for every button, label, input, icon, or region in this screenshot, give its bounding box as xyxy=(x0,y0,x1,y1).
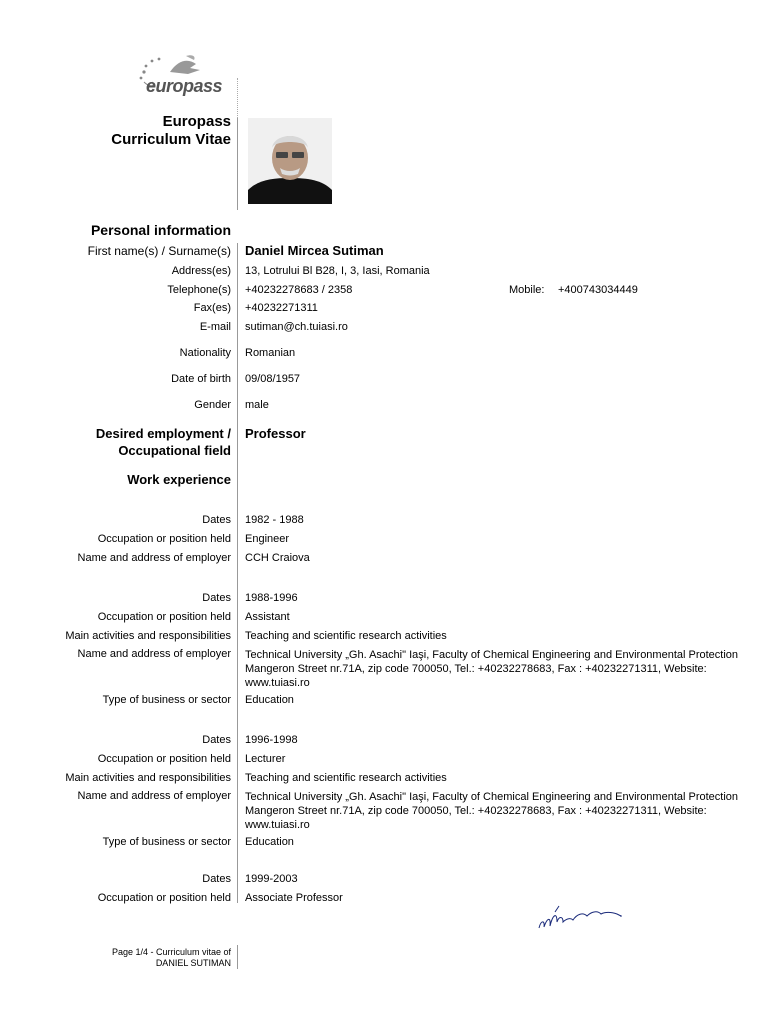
email-value: sutiman@ch.tuiasi.ro xyxy=(245,321,348,333)
dates-label: Dates xyxy=(202,514,231,526)
name-value: Daniel Mircea Sutiman xyxy=(245,243,384,258)
occupation-label: Occupation or position held xyxy=(97,753,231,765)
column-divider-main xyxy=(237,243,238,903)
profile-photo xyxy=(248,118,332,204)
employer-label: Name and address of employer xyxy=(77,552,231,564)
europass-logo xyxy=(130,52,240,100)
entry2-occupation: Assistant xyxy=(245,611,290,623)
footer-page-info: Page 1/4 - Curriculum vitae of xyxy=(111,947,231,957)
entry4-dates: 1999-2003 xyxy=(245,873,298,885)
desired-employment-value: Professor xyxy=(245,426,306,441)
mobile-value: +400743034449 xyxy=(558,284,638,296)
fax-label: Fax(es) xyxy=(193,302,231,314)
dates-label: Dates xyxy=(202,592,231,604)
address-label: Address(es) xyxy=(171,265,231,277)
employer-label: Name and address of employer xyxy=(77,648,231,660)
entry2-dates: 1988-1996 xyxy=(245,592,298,604)
business-label: Type of business or sector xyxy=(102,694,231,706)
logo-text: europass xyxy=(146,76,223,96)
handwritten-signature xyxy=(535,900,625,934)
entry3-dates: 1996-1998 xyxy=(245,734,298,746)
title-europass: Europass xyxy=(162,113,231,130)
dates-label: Dates xyxy=(202,873,231,885)
column-divider-top xyxy=(237,118,238,210)
activities-label: Main activities and responsibilities xyxy=(65,772,231,784)
nationality-label: Nationality xyxy=(179,347,231,359)
column-divider-footer xyxy=(237,945,238,969)
entry1-occupation: Engineer xyxy=(245,533,290,545)
telephone-label: Telephone(s) xyxy=(167,284,231,296)
mobile-label: Mobile: xyxy=(509,284,545,296)
nationality-value: Romanian xyxy=(245,347,296,359)
address-value: 13, Lotrului Bl B28, I, 3, Iasi, Romania xyxy=(245,265,430,277)
entry2-employer: Technical University „Gh. Asachi" Iaşi, Faculty of Chemical Engineering and Environmental Protection Mangeron Street nr.71A, zip code 700050, Tel.: +40232278683, Fax : +40232271311, Website: www.tuiasi.ro xyxy=(245,649,739,689)
entry4-occupation: Associate Professor xyxy=(245,892,343,904)
entry3-occupation: Lecturer xyxy=(245,753,286,765)
dob-label: Date of birth xyxy=(171,373,231,385)
entry3-business: Education xyxy=(245,836,294,848)
entry1-employer: CCH Craiova xyxy=(245,552,310,564)
work-experience-heading: Work experience xyxy=(127,472,231,487)
entry1-dates: 1982 - 1988 xyxy=(245,514,304,526)
logo-divider xyxy=(237,78,239,118)
occupation-label: Occupation or position held xyxy=(97,611,231,623)
activities-label: Main activities and responsibilities xyxy=(65,630,231,642)
title-curriculum-vitae: Curriculum Vitae xyxy=(111,131,231,148)
gender-label: Gender xyxy=(194,399,231,411)
personal-info-heading: Personal information xyxy=(90,222,231,238)
telephone-value: +40232278683 / 2358 xyxy=(245,284,353,296)
entry3-employer: Technical University „Gh. Asachi" Iaşi, Faculty of Chemical Engineering and Environmental Protection Mangeron Street nr.71A, zip code 700050, Tel.: +40232278683, Fax : +40232271311, Website: www.tuiasi.ro xyxy=(245,791,739,831)
entry3-activities: Teaching and scientific research activities xyxy=(245,772,447,784)
name-label: First name(s) / Surname(s) xyxy=(87,244,231,258)
desired-employment-label-line1: Desired employment / xyxy=(95,426,231,441)
desired-employment-label-line2: Occupational field xyxy=(118,443,231,458)
gender-value: male xyxy=(245,399,269,411)
entry2-business: Education xyxy=(245,694,294,706)
footer-name: DANIEL SUTIMAN xyxy=(155,958,231,968)
dob-value: 09/08/1957 xyxy=(245,373,301,385)
occupation-label: Occupation or position held xyxy=(97,533,231,545)
entry2-activities: Teaching and scientific research activities xyxy=(245,630,447,642)
employer-label: Name and address of employer xyxy=(77,790,231,802)
occupation-label: Occupation or position held xyxy=(97,892,231,904)
business-label: Type of business or sector xyxy=(102,836,231,848)
dates-label: Dates xyxy=(202,734,231,746)
email-label: E-mail xyxy=(199,321,231,333)
fax-value: +40232271311 xyxy=(245,302,318,314)
